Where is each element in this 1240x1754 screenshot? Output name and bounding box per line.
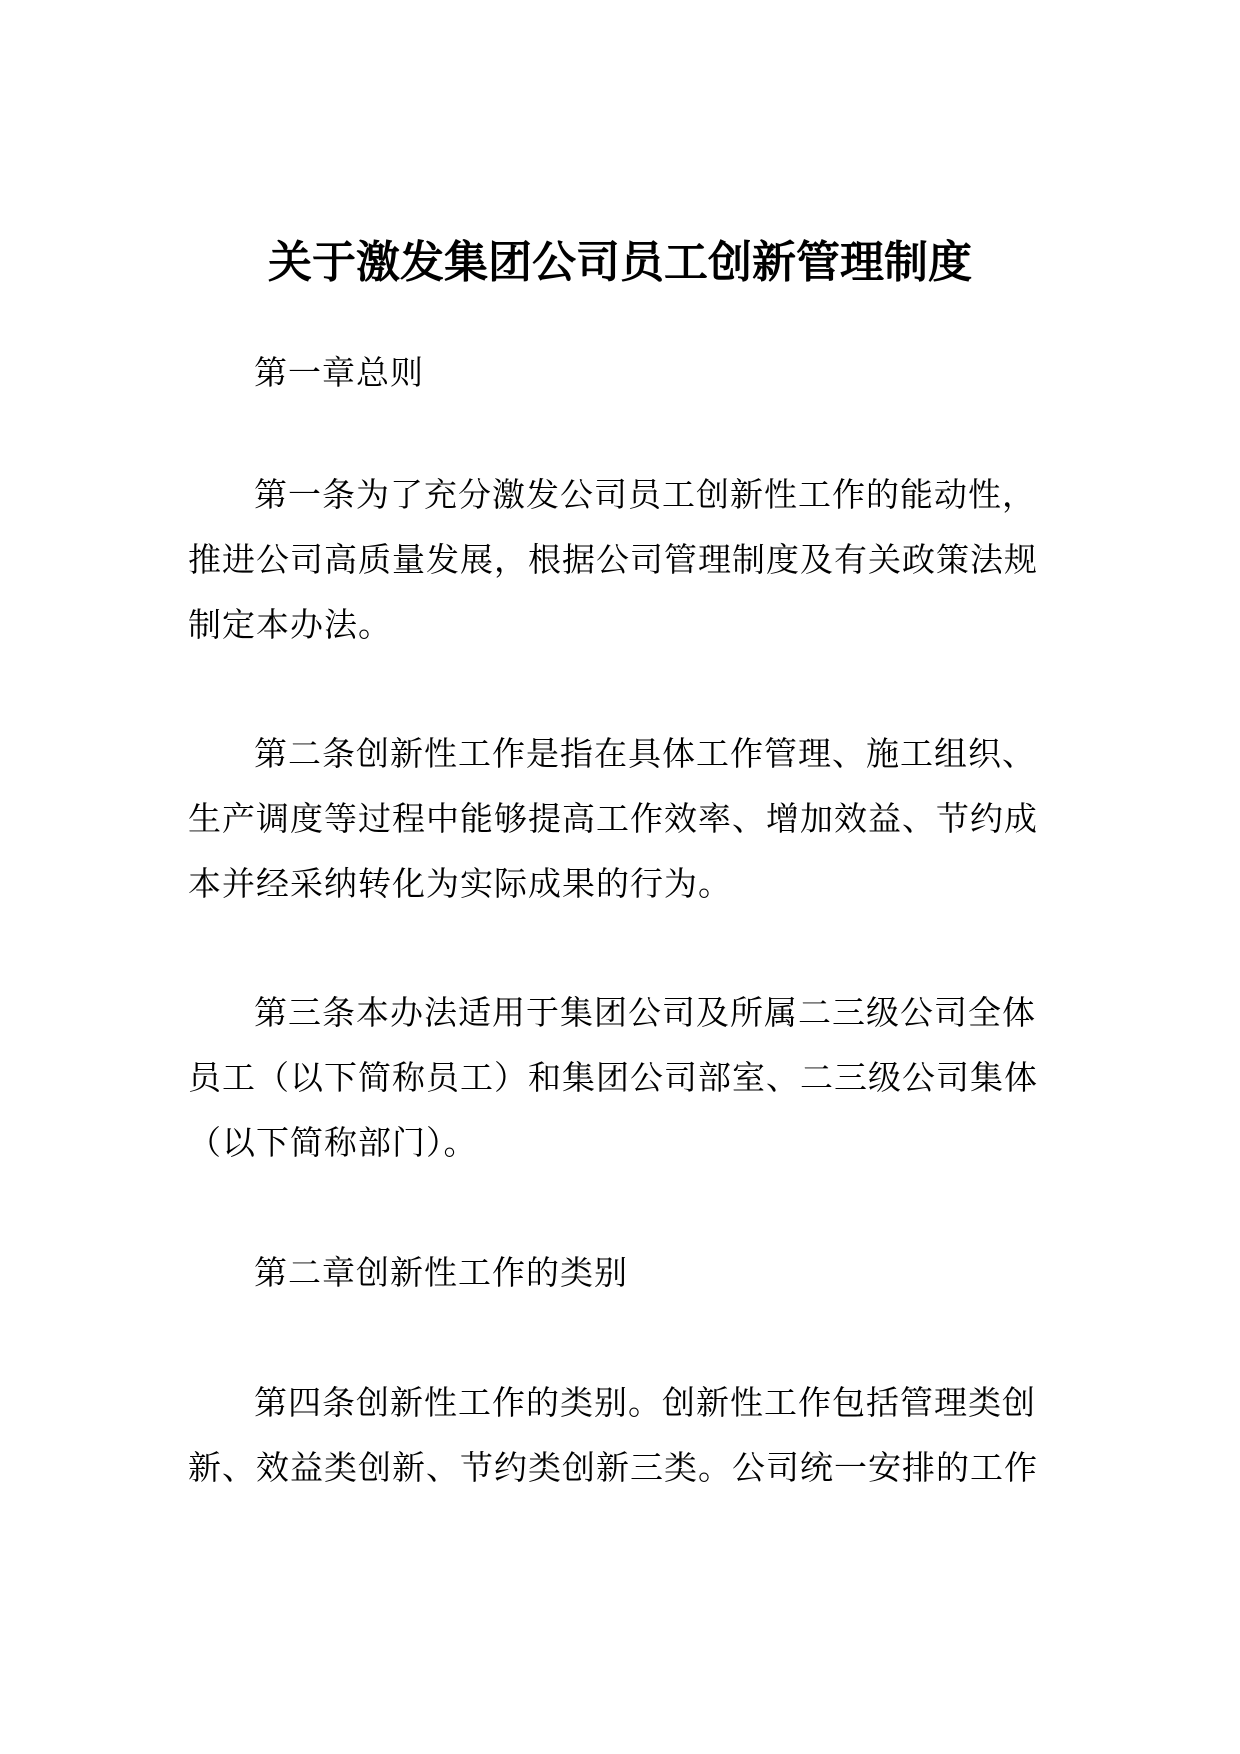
article-2-line-1: 第二条创新性工作是指在具体工作管理、施工组织、	[254, 734, 1036, 773]
article-1-line-1: 第一条为了充分激发公司员工创新性工作的能动性，	[254, 475, 1036, 514]
article-4-line-1: 第四条创新性工作的类别。创新性工作包括管理类创	[254, 1383, 1036, 1422]
article-1-paragraph	[188, 462, 1058, 657]
document-title: 关于激发集团公司员工创新管理制度	[268, 237, 972, 289]
article-1-line-2: 推进公司高质量发展，根据公司管理制度及有关政策法规	[188, 540, 1038, 579]
article-2-paragraph	[188, 721, 1058, 916]
article-2-line-3: 本并经采纳转化为实际成果的行为。	[188, 864, 732, 903]
article-3-line-2: 员工（以下简称员工）和集团公司部室、二三级公司集体	[188, 1058, 1038, 1097]
article-1-line-3: 制定本办法。	[188, 605, 392, 644]
article-4-line-2: 新、效益类创新、节约类创新三类。公司统一安排的工作	[188, 1448, 1038, 1487]
chapter-2-heading: 第二章创新性工作的类别	[254, 1253, 628, 1292]
article-3-paragraph	[188, 980, 1058, 1175]
article-3-line-1: 第三条本办法适用于集团公司及所属二三级公司全体	[254, 993, 1036, 1032]
article-4-paragraph	[188, 1370, 1058, 1500]
article-2-line-2: 生产调度等过程中能够提高工作效率、增加效益、节约成	[188, 799, 1038, 838]
article-3-line-3: （以下简称部门）。	[188, 1123, 478, 1162]
chapter-1-heading: 第一章总则	[254, 353, 424, 392]
